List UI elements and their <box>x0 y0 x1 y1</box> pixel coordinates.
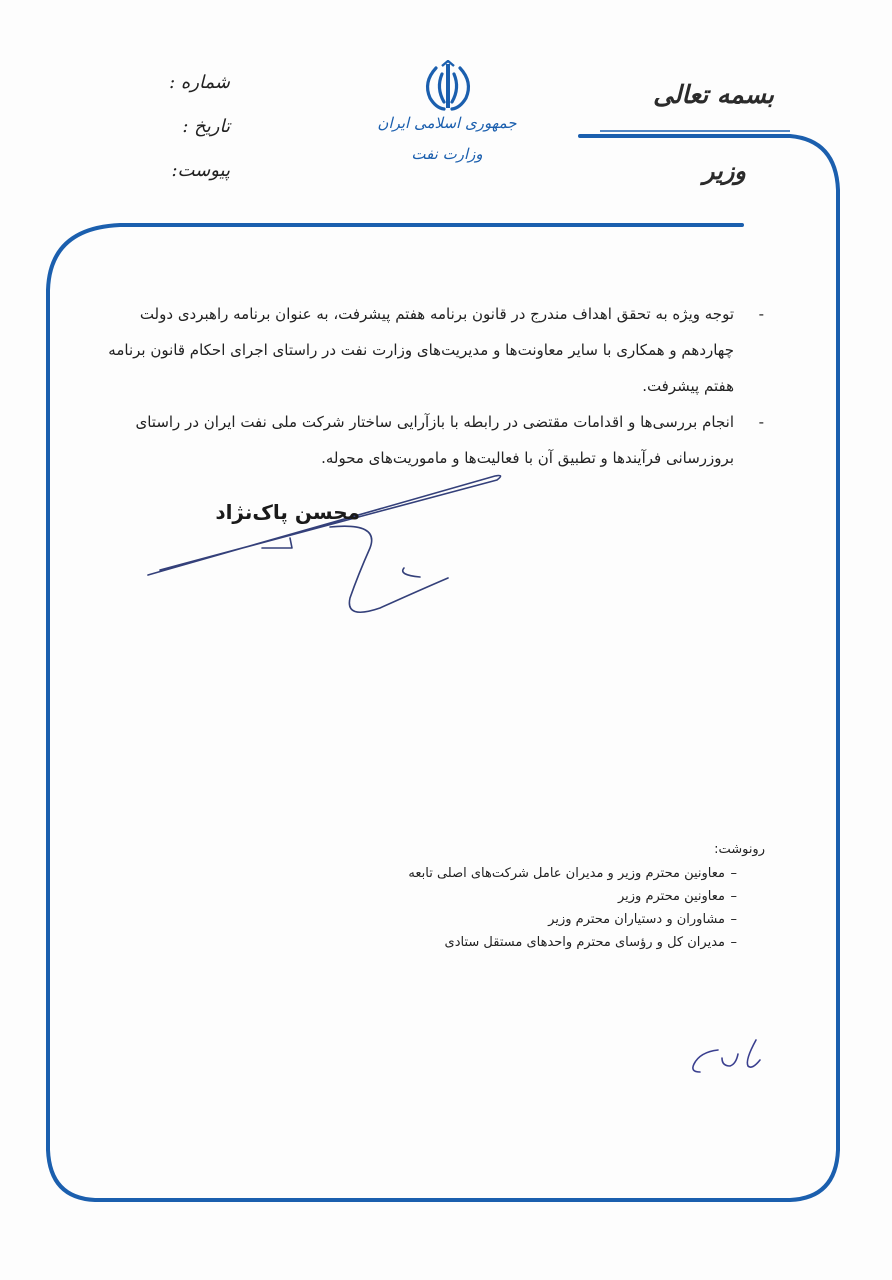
cc-marker: – <box>730 912 737 927</box>
basmala-heading: بسمه تعالی <box>653 80 774 109</box>
cc-marker: – <box>730 935 737 950</box>
bullet-marker: - <box>758 305 764 323</box>
cc-text: مشاوران و دستیاران محترم وزیر <box>548 912 725 927</box>
org-name-line2: وزارت نفت <box>411 145 483 163</box>
meta-number-label: شماره : <box>169 72 230 93</box>
cc-text: معاونین محترم وزیر <box>617 889 725 904</box>
cc-title: رونوشت: <box>714 842 765 857</box>
meta-attachment-label: پیوست: <box>171 160 230 181</box>
bullet-marker: - <box>758 413 764 431</box>
bullet-text: توجه ویژه به تحقق اهداف مندرج در قانون برنامه هفتم پیشرفت، به عنوان برنامه راهبردی دولت چهاردهم و همکاری با سایر معاونت‌ها و مدیریت‌های وزارت نفت در راستای اجرای احکام قانون برنامه هفتم پیشرفت. <box>108 305 734 395</box>
meta-date-label: تاریخ : <box>182 116 230 137</box>
office-title: وزیر <box>702 156 746 185</box>
bullet-text: انجام بررسی‌ها و اقدامات مقتضی در رابطه با بازآرایی ساختار شرکت ملی نفت ایران در راستای بروزرسانی فرآیندها و تطبیق آن با فعالیت‌ها و ماموریت‌های محوله. <box>135 413 734 467</box>
cc-text: مدیران کل و رؤسای محترم واحدهای مستقل ستادی <box>444 935 725 950</box>
org-name-line1: جمهوری اسلامی ایران <box>377 114 517 132</box>
cc-text: معاونین محترم وزیر و مدیران عامل شرکت‌های اصلی تابعه <box>408 866 725 881</box>
signatory-name: محسن پاک‌نژاد <box>215 500 360 524</box>
cc-marker: – <box>730 866 737 881</box>
cc-marker: – <box>730 889 737 904</box>
